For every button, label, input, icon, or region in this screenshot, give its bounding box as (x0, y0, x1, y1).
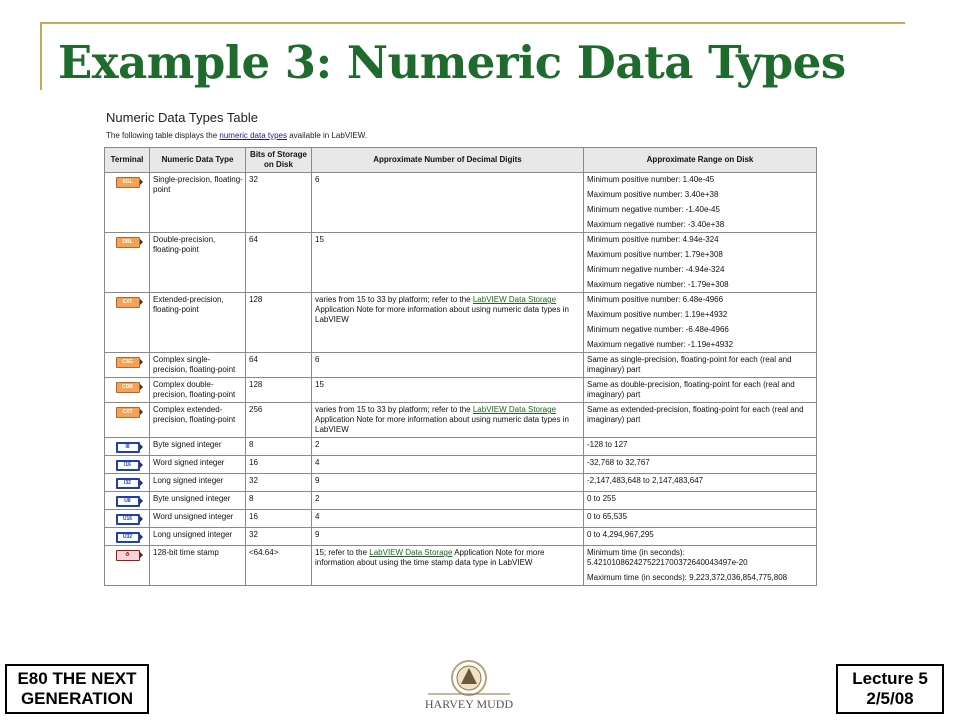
accent-line-left (40, 22, 42, 90)
footer-lecture-box (836, 664, 944, 714)
bits-cell: 16 (246, 510, 312, 528)
terminal-blue-icon: I16 (116, 460, 140, 471)
type-cell: Single-precision, floating-point (150, 173, 246, 233)
range-line: Minimum time (in seconds): 5.4210108624275221700372640043497e-20 (587, 548, 748, 567)
terminal-blue-icon: U8 (116, 496, 140, 507)
table-row (105, 173, 817, 233)
range-line: Minimum positive number: 6.48e-4966 (587, 295, 724, 304)
terminal-cell (105, 546, 150, 586)
terminal-cell (105, 492, 150, 510)
digits-text: 15; refer to the (315, 548, 370, 557)
digits-text: varies from 15 to 33 by platform; refer to the (315, 295, 473, 304)
range-line: Same as extended-precision, floating-point for each (real and imaginary) part (587, 405, 804, 424)
range-cell (584, 353, 817, 378)
labview-data-storage-link[interactable]: LabVIEW Data Storage (472, 295, 557, 304)
terminal-ts-icon: ⏱ (116, 550, 140, 561)
range-line: Minimum positive number: 1.40e-45 (587, 175, 715, 184)
footer-course-line1: E80 THE NEXT (17, 669, 137, 688)
range-line: 0 to 255 (587, 494, 616, 503)
bits-cell: 16 (246, 456, 312, 474)
range-line: 0 to 4,294,967,295 (587, 530, 654, 539)
range-line: Minimum negative number: -1.40e-45 (587, 205, 720, 214)
range-cell (584, 546, 817, 586)
range-cell (584, 403, 817, 438)
digits-text-end: Application Note for more information about using numeric data types in LabVIEW (315, 305, 569, 324)
labview-data-storage-link[interactable]: LabVIEW Data Storage (369, 548, 453, 557)
table-row (105, 492, 817, 510)
digits-cell: 15 (312, 233, 584, 293)
terminal-orange-icon: CSG (116, 357, 140, 368)
bits-cell: 8 (246, 438, 312, 456)
table-row (105, 528, 817, 546)
range-cell (584, 293, 817, 353)
table-row (105, 474, 817, 492)
doc-title: Numeric Data Types Table (106, 110, 258, 125)
numeric-data-types-link[interactable]: numeric data types (219, 131, 287, 140)
digits-cell: 6 (312, 353, 584, 378)
range-line: Maximum positive number: 1.79e+308 (587, 250, 723, 259)
header-terminal: Terminal (105, 148, 150, 173)
digits-text: varies from 15 to 33 by platform; refer to the (315, 405, 473, 414)
logo-text: HARVEY MUDD (424, 697, 514, 711)
range-line: Maximum positive number: 3.40e+38 (587, 190, 719, 199)
table-row (105, 293, 817, 353)
type-cell: Word unsigned integer (150, 510, 246, 528)
digits-cell (312, 403, 584, 438)
terminal-cell (105, 510, 150, 528)
range-cell (584, 528, 817, 546)
table-row (105, 546, 817, 586)
header-bits: Bits of Storage on Disk (246, 148, 312, 173)
type-cell: Long signed integer (150, 474, 246, 492)
document-screenshot (104, 110, 819, 586)
terminal-cell (105, 378, 150, 403)
digits-cell: 6 (312, 173, 584, 233)
terminal-cell (105, 403, 150, 438)
table-row (105, 378, 817, 403)
slide-title: Example 3: Numeric Data Types (58, 36, 846, 89)
terminal-orange-icon: CXT (116, 407, 140, 418)
terminal-cell (105, 528, 150, 546)
range-line: -2,147,483,648 to 2,147,483,647 (587, 476, 704, 485)
range-cell (584, 438, 817, 456)
range-line: Minimum negative number: -6.48e-4966 (587, 325, 729, 334)
range-cell (584, 510, 817, 528)
table-row (105, 353, 817, 378)
type-cell: Extended-precision, floating-point (150, 293, 246, 353)
table-row (105, 510, 817, 528)
digits-text-end: Application Note for more information about using numeric data types in LabVIEW (315, 415, 569, 434)
labview-data-storage-link[interactable]: LabVIEW Data Storage (472, 405, 557, 414)
accent-line-top (40, 22, 905, 24)
digits-cell: 9 (312, 474, 584, 492)
type-cell: Complex extended-precision, floating-point (150, 403, 246, 438)
digits-cell (312, 546, 584, 586)
terminal-cell (105, 293, 150, 353)
terminal-cell (105, 353, 150, 378)
range-line: Same as single-precision, floating-point for each (real and imaginary) part (587, 355, 792, 374)
footer-lecture-line1: Lecture 5 (852, 669, 928, 688)
bits-cell: 256 (246, 403, 312, 438)
digits-cell: 4 (312, 510, 584, 528)
digits-cell: 9 (312, 528, 584, 546)
range-cell (584, 233, 817, 293)
range-cell (584, 173, 817, 233)
bits-cell: 128 (246, 293, 312, 353)
terminal-cell (105, 438, 150, 456)
bits-cell: 32 (246, 474, 312, 492)
bits-cell: 64 (246, 233, 312, 293)
terminal-orange-icon: SGL (116, 177, 140, 188)
header-digits: Approximate Number of Decimal Digits (312, 148, 584, 173)
range-line: Minimum positive number: 4.94e-324 (587, 235, 719, 244)
digits-cell: 2 (312, 492, 584, 510)
range-line: Maximum negative number: -1.19e+4932 (587, 340, 734, 349)
footer-lecture-line2: 2/5/08 (866, 689, 914, 708)
bits-cell: 32 (246, 528, 312, 546)
range-line: 0 to 65,535 (587, 512, 628, 521)
footer-course-box (5, 664, 149, 714)
range-line: Maximum positive number: 1.19e+4932 (587, 310, 728, 319)
numeric-types-table (104, 147, 817, 586)
digits-cell: 2 (312, 438, 584, 456)
range-line: Maximum negative number: -3.40e+38 (587, 220, 725, 229)
bits-cell: 32 (246, 173, 312, 233)
terminal-orange-icon: DBL (116, 237, 140, 248)
table-row (105, 438, 817, 456)
range-line: Same as double-precision, floating-point for each (real and imaginary) part (587, 380, 795, 399)
type-cell: Byte signed integer (150, 438, 246, 456)
type-cell: Long unsigned integer (150, 528, 246, 546)
range-cell (584, 492, 817, 510)
digits-cell (312, 293, 584, 353)
terminal-cell (105, 456, 150, 474)
terminal-cell (105, 173, 150, 233)
terminal-blue-icon: I8 (116, 442, 140, 453)
bits-cell: 8 (246, 492, 312, 510)
type-cell: 128-bit time stamp (150, 546, 246, 586)
doc-intro-text-end: available in LabVIEW. (287, 131, 368, 140)
bits-cell: 64 (246, 353, 312, 378)
bits-cell: <64.64> (246, 546, 312, 586)
header-type: Numeric Data Type (150, 148, 246, 173)
digits-text-end: Application Note for more information about using the time stamp data type in LabVIEW (315, 548, 545, 567)
terminal-orange-icon: EXT (116, 297, 140, 308)
type-cell: Complex single-precision, floating-point (150, 353, 246, 378)
range-cell (584, 378, 817, 403)
type-cell: Word signed integer (150, 456, 246, 474)
digits-cell: 15 (312, 378, 584, 403)
table-header-row (105, 148, 817, 173)
doc-intro-text: The following table displays the (106, 131, 220, 140)
doc-intro (106, 131, 819, 140)
type-cell: Complex double-precision, floating-point (150, 378, 246, 403)
terminal-cell (105, 474, 150, 492)
terminal-blue-icon: I32 (116, 478, 140, 489)
terminal-orange-icon: CDB (116, 382, 140, 393)
range-cell (584, 456, 817, 474)
table-row (105, 456, 817, 474)
range-cell (584, 474, 817, 492)
range-line: Maximum time (in seconds): 9,223,372,036,854,775,808 (587, 573, 788, 582)
terminal-blue-icon: U32 (116, 532, 140, 543)
type-cell: Double-precision, floating-point (150, 233, 246, 293)
range-line: Maximum negative number: -1.79e+308 (587, 280, 729, 289)
header-range: Approximate Range on Disk (584, 148, 817, 173)
bits-cell: 128 (246, 378, 312, 403)
footer-course-line2: GENERATION (20, 689, 134, 708)
digits-cell: 4 (312, 456, 584, 474)
range-line: Minimum negative number: -4.94e-324 (587, 265, 725, 274)
range-line: -128 to 127 (587, 440, 628, 449)
terminal-cell (105, 233, 150, 293)
terminal-blue-icon: U16 (116, 514, 140, 525)
table-row (105, 403, 817, 438)
type-cell: Byte unsigned integer (150, 492, 246, 510)
range-line: -32,768 to 32,767 (587, 458, 650, 467)
table-row (105, 233, 817, 293)
